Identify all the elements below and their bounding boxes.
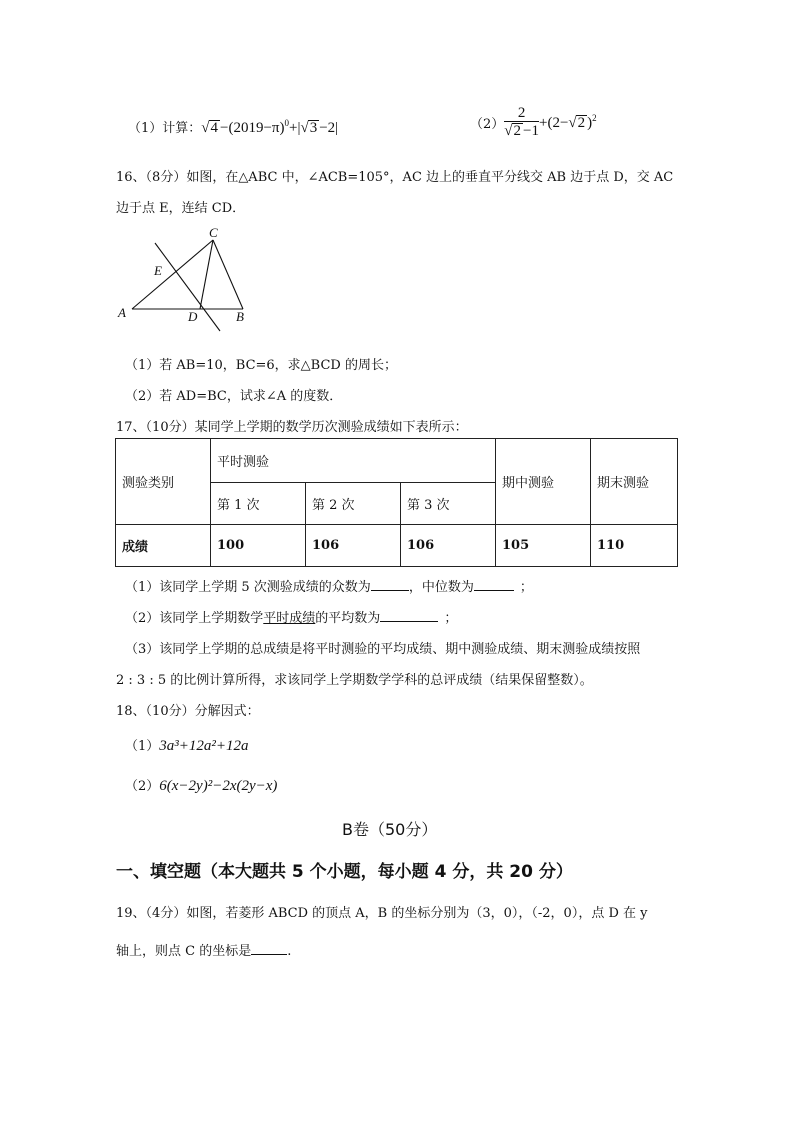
q19-line2 <box>116 940 291 959</box>
q15-part1-label: （1）计算： <box>128 121 202 136</box>
q18-sub1-expression: 3a³+12a²+12a <box>159 738 249 754</box>
expr-b: −(2019−π) <box>220 120 285 136</box>
q17-sub3-line2: 2 : 3 : 5 的比例计算所得，求该同学上学期数学学科的总评成绩（结果保留整数）。 <box>116 673 593 688</box>
q16-sub2: （2）若 AD=BC，试求∠A 的度数． <box>125 389 343 404</box>
score-table <box>115 438 678 567</box>
score-test-1: 100 <box>211 525 306 567</box>
header-midterm: 期中测验 <box>496 439 591 525</box>
answer-blank-median <box>474 590 514 591</box>
expr-e: −2| <box>319 120 339 136</box>
q15-part2 <box>470 105 597 140</box>
row-score-label: 成绩 <box>116 525 211 567</box>
q15-part1 <box>128 117 338 137</box>
answer-blank-mode <box>371 590 409 591</box>
label-b: B <box>236 309 244 324</box>
sqrt-2-tail: 2 <box>577 115 586 131</box>
sqrt-2-den: 2 <box>513 123 522 139</box>
q17-sub2-text-a: （2）该同学上学期数学 <box>125 611 264 626</box>
q17-sub3-line1: （3）该同学上学期的总成绩是将平时测验的平均成绩、期中测验成绩、期末测验成绩按照 <box>125 642 641 657</box>
segment-cd <box>200 240 213 309</box>
header-test-3: 第 3 次 <box>401 483 496 525</box>
header-regular-tests: 平时测验 <box>211 439 496 483</box>
q19-line2-text: 轴上，则点 C 的坐标是 <box>116 944 252 959</box>
triangle-figure <box>112 225 262 333</box>
header-test-type: 测验类别 <box>116 439 211 525</box>
q17-sub1-text-c: ； <box>519 580 533 595</box>
segment-cb <box>213 240 243 309</box>
fraction <box>504 105 539 140</box>
tail-a: +(2− <box>538 115 569 131</box>
sqrt-4: 4 <box>210 120 219 136</box>
q17-title: 17、（10分）某同学上学期的数学历次测验成绩如下表所示： <box>116 420 468 435</box>
q17-sub1 <box>125 576 533 595</box>
q17-sub1-text-a: （1）该同学上学期 5 次测验成绩的众数为 <box>125 580 371 595</box>
part2-tail: +(2−√2 )$^2$ <box>538 113 597 131</box>
fraction-numerator: 2 <box>504 105 539 122</box>
q19-line2-end: . <box>287 944 292 959</box>
den-tail: −1 <box>523 123 539 139</box>
section-b-title: B卷（50分） <box>342 820 438 839</box>
label-d: D <box>188 309 198 324</box>
answer-blank-average <box>380 621 438 622</box>
exp-zero: 0 <box>284 118 289 128</box>
label-a: A <box>118 305 126 320</box>
q15-part1-expression: $√4 -(2019-\pi)^0+|√3 -2|$ <box>201 118 339 136</box>
q19-line1: 19、（4分）如图，若菱形 ABCD 的顶点 A，B 的坐标分别为（3，0），（-2，0），点 D 在 y <box>116 906 648 921</box>
q18-sub1-label: （1） <box>125 739 160 754</box>
header-final: 期末测验 <box>591 439 678 525</box>
q17-sub1-text-b: ，中位数为 <box>408 580 474 595</box>
q15-part2-label: （2） <box>470 117 505 132</box>
label-c: C <box>209 225 218 240</box>
q17-sub2-text-b: 的平均数为 <box>315 611 381 626</box>
sqrt-3: 3 <box>309 120 318 136</box>
header-test-2: 第 2 次 <box>306 483 401 525</box>
tail-b: ) <box>587 115 593 131</box>
score-final: 110 <box>591 525 678 567</box>
q16-line1: 16、（8分）如图，在△ABC 中，∠ACB=105°，AC 边上的垂直平分线交 AB 边于点 D，交 AC <box>116 170 674 185</box>
section-b-part1-title: 一、填空题（本大题共 5 个小题，每小题 4 分，共 20 分） <box>116 862 573 882</box>
score-test-2: 106 <box>306 525 401 567</box>
exp-two: 2 <box>592 113 597 123</box>
score-midterm: 105 <box>496 525 591 567</box>
fraction-denominator: √2 −1 <box>504 123 539 139</box>
q18-title: 18、（10分）分解因式： <box>116 704 260 719</box>
q17-sub2-underlined: 平时成绩 <box>263 611 316 626</box>
answer-blank-point-c <box>251 954 287 955</box>
segment-ac <box>132 240 213 309</box>
q18-sub2 <box>125 775 277 795</box>
q17-sub2 <box>125 607 457 626</box>
q16-sub1: （1）若 AB=10，BC=6，求△BCD 的周长； <box>125 358 397 373</box>
score-test-3: 106 <box>401 525 496 567</box>
expr-c: +| <box>289 120 301 136</box>
q18-sub1 <box>125 735 249 755</box>
q18-sub2-expression: 6(x−2y)²−2x(2y−x) <box>159 778 278 794</box>
q16-line2: 边于点 E，连结 CD． <box>116 201 246 216</box>
header-test-1: 第 1 次 <box>211 483 306 525</box>
q18-sub2-label: （2） <box>125 779 160 794</box>
label-e: E <box>154 263 162 278</box>
q17-sub2-text-c: ； <box>444 611 458 626</box>
